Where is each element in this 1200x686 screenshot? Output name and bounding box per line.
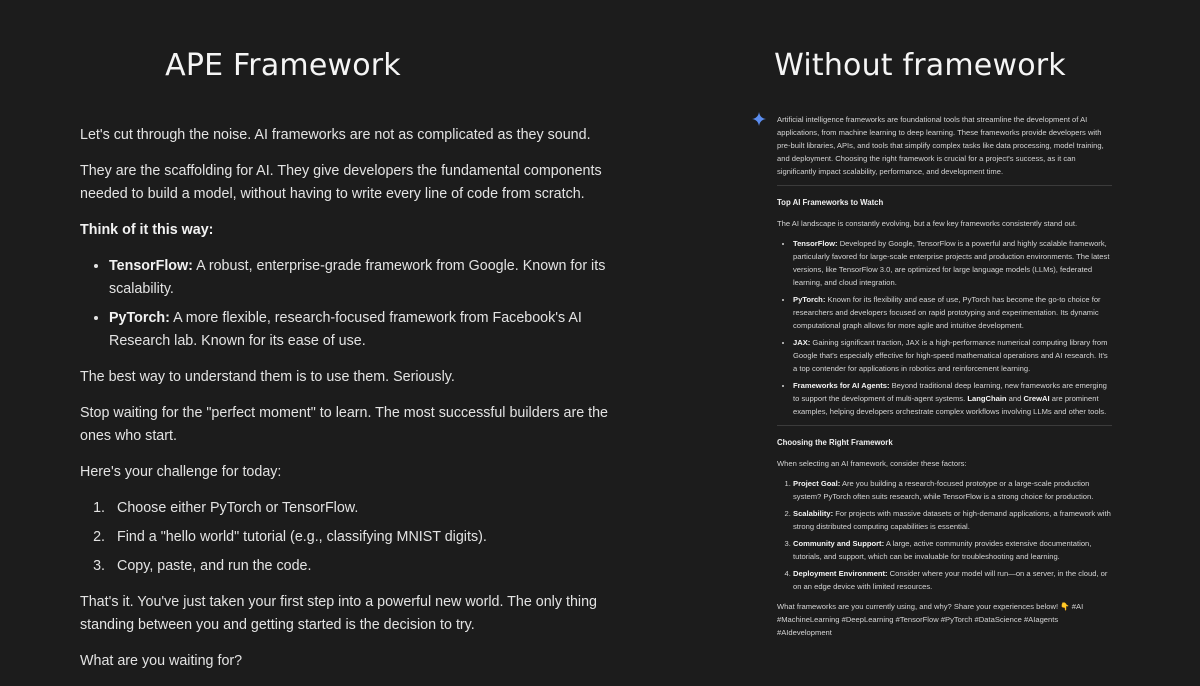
item-text: For projects with massive datasets or high-demand applications, a framework with strong distributed computing capabilities is essential. [793,509,1111,531]
ape-intro: Let's cut through the noise. AI frameworks are not as complicated as they sound. [80,127,591,143]
ape-paragraph: Stop waiting for the "perfect moment" to learn. The most successful builders are the ones who start. [80,405,609,444]
without-framework-panel [600,0,1200,675]
ape-definition: They are the scaffolding for AI. They give developers the fundamental components needed to build a model, without having to write every line of code from scratch. [80,163,602,202]
item-label: CrewAI [1023,394,1050,403]
list-item [793,507,1112,533]
ai-response [777,113,1112,646]
section-intro: When selecting an AI framework, consider these factors: [777,459,967,468]
ape-content [80,124,640,686]
item-label: Scalability: [793,509,834,518]
item-label: LangChain [967,394,1007,403]
section-heading: Choosing the Right Framework [777,438,893,447]
bullet-text: A more flexible, research-focused framework from Facebook's AI Research lab. Known for its ease of use. [109,310,582,349]
section-intro: The AI landscape is constantly evolving, but a few key frameworks consistently stand out. [777,219,1078,228]
list-item [793,537,1112,563]
item-label: PyTorch: [793,295,826,304]
list-item [793,336,1112,375]
ape-step-list [80,497,640,578]
ape-title: APE Framework [165,48,401,83]
list-item [793,293,1112,332]
item-text: Gaining significant traction, JAX is a high-performance numerical computing library from Google that's especially effective for high-speed mathematical operations and AI research. It's a top contender for applications in robotics and reinforcement learning. [793,338,1108,373]
bullet-label: TensorFlow: [109,258,193,274]
list-item: 2. Find a "hello world" tutorial (e.g., classifying MNIST digits). [109,526,640,549]
item-label: JAX: [793,338,811,347]
ape-closing: What are you waiting for? [80,653,243,669]
ape-paragraph: The best way to understand them is to use them. Seriously. [80,369,455,385]
list-item [793,477,1112,503]
response-intro: Artificial intelligence frameworks are foundational tools that streamline the development of AI applications, from machine learning to deep learning. These frameworks provide developers with pre-built libraries, APIs, and tools that simplify complex tasks like data processing, model training, and deployment. Choosing the right framework is crucial for a project's success, as it can significantly impact scalability, performance, and development time. [777,115,1104,176]
item-label: Project Goal: [793,479,841,488]
ape-bullet-list [80,255,640,353]
item-text: A large, active community provides extensive documentation, tutorials, and support, which can be invaluable for troubleshooting and learning. [793,539,1092,561]
list-item: 3. Copy, paste, and run the code. [109,555,640,578]
list-item [109,307,640,353]
list-item [793,237,1112,289]
ape-think-heading: Think of it this way: [80,222,214,238]
section-heading: Top AI Frameworks to Watch [777,198,884,207]
item-text: Are you building a research-focused prototype or a large-scale production system? PyTorch often suits research, while TensorFlow is a strong choice for production. [793,479,1094,501]
divider [777,185,1112,186]
bullet-text: A robust, enterprise-grade framework from Google. Known for its scalability. [109,258,606,297]
list-item [109,255,640,301]
item-text: and [1006,394,1024,403]
bullet-label: PyTorch: [109,310,170,326]
item-text: Consider where your model will run—on a server, in the cloud, or on an edge device with limited resources. [793,569,1108,591]
item-text: are prominent examples, helping developers orchestrate complex workflows involving LLMs and other tools. [793,394,1107,416]
ape-challenge-heading: Here's your challenge for today: [80,464,282,480]
list-item: 1. Choose either PyTorch or TensorFlow. [109,497,640,520]
ape-panel [0,0,609,675]
ape-paragraph: That's it. You've just taken your first step into a powerful new world. The only thing standing between you and getting started is the decision to try. [80,594,597,633]
item-label: Deployment Environment: [793,569,888,578]
framework-list [777,237,1112,418]
response-closing: What frameworks are you currently using, and why? Share your experiences below! 👇 #AI #MachineLearning #DeepLearning #TensorFlow #PyTorch #DataScience #AIagents #AIdevelopment [777,602,1084,637]
divider [777,425,1112,426]
list-item [793,567,1112,593]
factor-list [777,477,1112,593]
item-text: Developed by Google, TensorFlow is a powerful and highly scalable framework, particularly favored for large-scale enterprise projects and production environments. The latest versions, like TensorFlow 3.0, are optimized for large language models (LLMs), federated learning, and cloud integration. [793,239,1110,287]
item-label: Frameworks for AI Agents: [793,381,890,390]
sparkle-icon [752,112,766,131]
item-text: Known for its flexibility and ease of use, PyTorch has become the go-to choice for researchers and developers focused on rapid prototyping and experimentation. Its dynamic computational graph allows for more agile and intuitive development. [793,295,1101,330]
without-framework-title: Without framework [774,48,1066,83]
item-label: TensorFlow: [793,239,838,248]
item-text: Beyond traditional deep learning, new frameworks are emerging to support the development of multi-agent systems. [793,381,1107,403]
list-item [793,379,1112,418]
item-label: Community and Support: [793,539,885,548]
